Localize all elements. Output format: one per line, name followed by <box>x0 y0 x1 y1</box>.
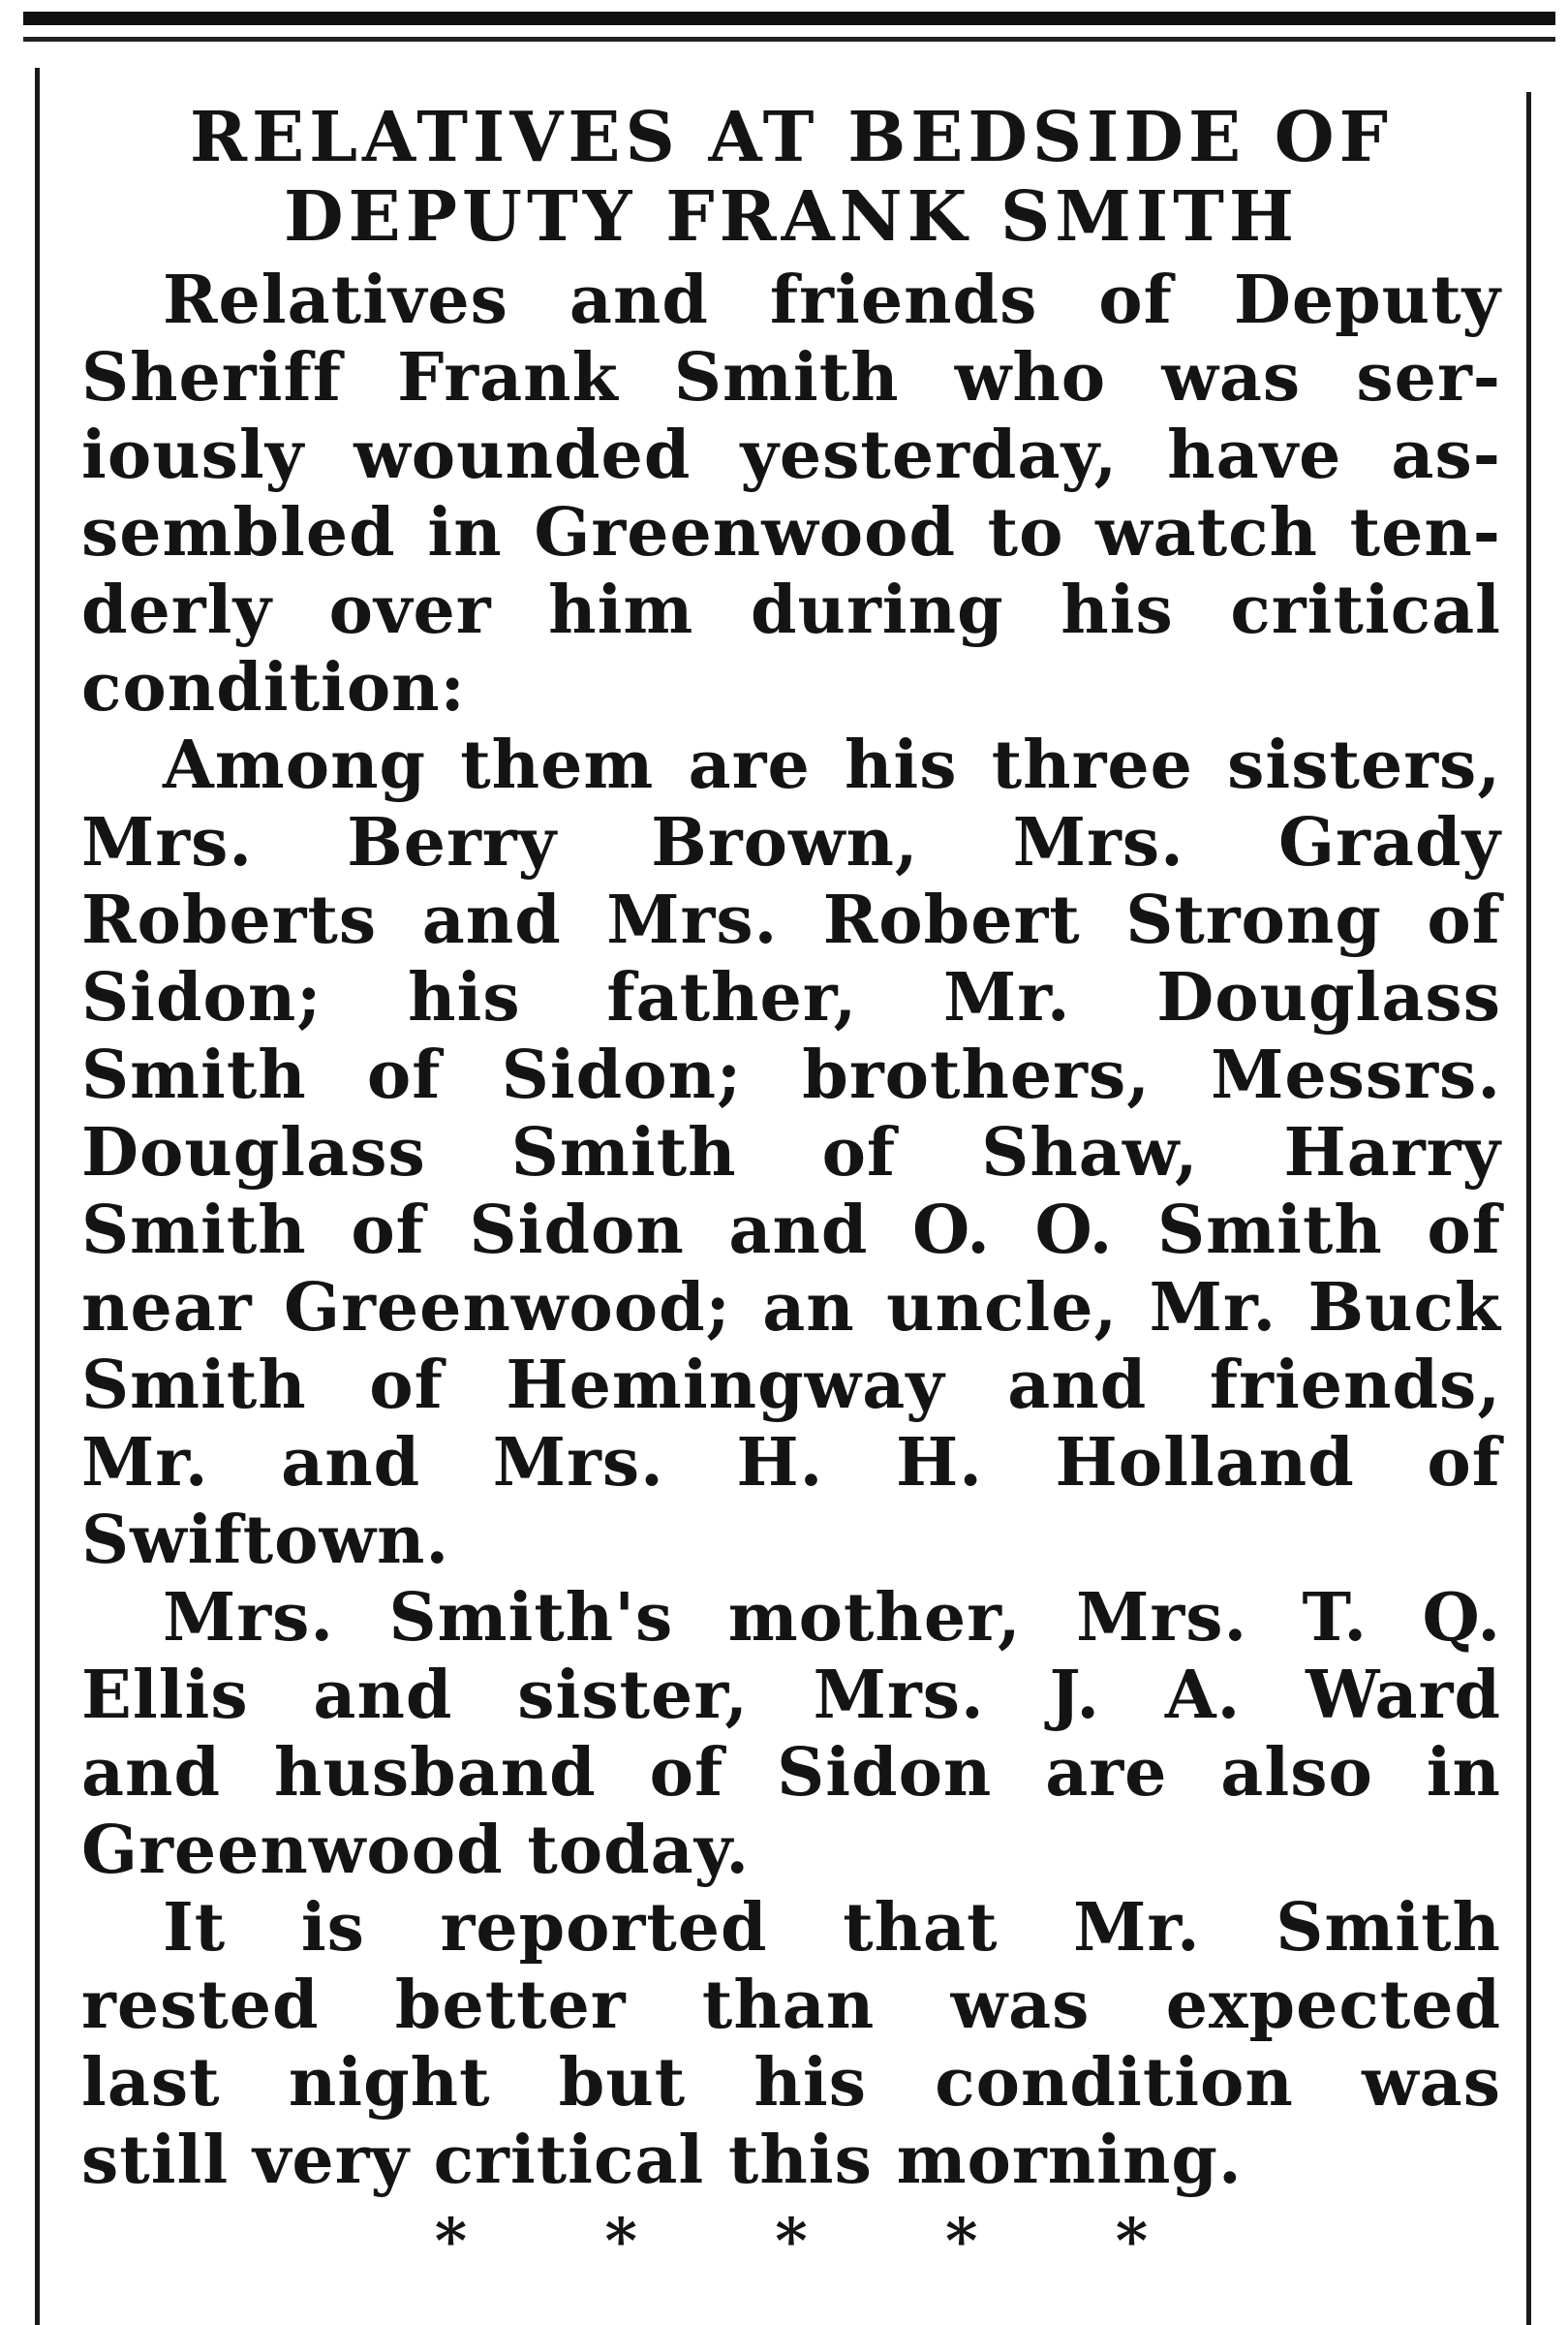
headline-line: RELATIVES AT BEDSIDE OF <box>189 96 1394 177</box>
text-line: near Greenwood; an uncle, Mr. Buck <box>81 1269 1501 1347</box>
text-line: derly over him during his critical <box>81 572 1501 649</box>
paragraph-1 <box>81 262 1501 727</box>
text-line: condition: <box>81 649 466 727</box>
text-line: Sheriff Frank Smith who was ser- <box>81 339 1501 417</box>
text-line: last night but his condition was <box>81 2044 1501 2122</box>
text-line: Ellis and sister, Mrs. J. A. Ward <box>81 1657 1501 1734</box>
paragraph-4 <box>81 1889 1501 2199</box>
news-article <box>81 97 1501 2280</box>
paragraph-2 <box>81 727 1501 1579</box>
text-line: Mrs. Smith's mother, Mrs. T. Q. <box>163 1579 1501 1657</box>
section-separator: * * * * * <box>434 2205 1207 2278</box>
text-line: Swiftown. <box>81 1502 450 1579</box>
text-line: and husband of Sidon are also in <box>81 1734 1501 1812</box>
text-line: rested better than was expected <box>81 1967 1501 2044</box>
text-line: Greenwood today. <box>81 1812 751 1889</box>
top-rule-thin <box>23 37 1555 42</box>
column-rule-left <box>35 68 40 2325</box>
paragraph-3 <box>81 1579 1501 1889</box>
headline <box>81 97 1501 256</box>
top-rule-thick <box>23 12 1555 25</box>
text-line: sembled in Greenwood to watch ten- <box>81 494 1501 572</box>
text-line: Smith of Sidon and O. O. Smith of <box>81 1192 1501 1269</box>
text-line: Smith of Sidon; brothers, Messrs. <box>81 1037 1501 1114</box>
text-line: Douglass Smith of Shaw, Harry <box>81 1114 1501 1192</box>
headline-line: DEPUTY FRANK SMITH <box>283 175 1300 257</box>
text-line: Smith of Hemingway and friends, <box>81 1347 1501 1424</box>
text-line: iously wounded yesterday, have as- <box>81 417 1501 494</box>
text-line: It is reported that Mr. Smith <box>163 1889 1501 1967</box>
text-line: Mr. and Mrs. H. H. Holland of <box>81 1424 1501 1502</box>
text-line: still very critical this morning. <box>81 2122 1243 2199</box>
text-line: Mrs. Berry Brown, Mrs. Grady <box>81 804 1501 882</box>
column-rule-right <box>1526 92 1531 2325</box>
article-body <box>81 262 1501 2280</box>
text-line: Relatives and friends of Deputy <box>163 262 1501 339</box>
text-line: Sidon; his father, Mr. Douglass <box>81 959 1501 1037</box>
text-line: Among them are his three sisters, <box>163 727 1501 804</box>
text-line: Roberts and Mrs. Robert Strong of <box>81 882 1501 959</box>
